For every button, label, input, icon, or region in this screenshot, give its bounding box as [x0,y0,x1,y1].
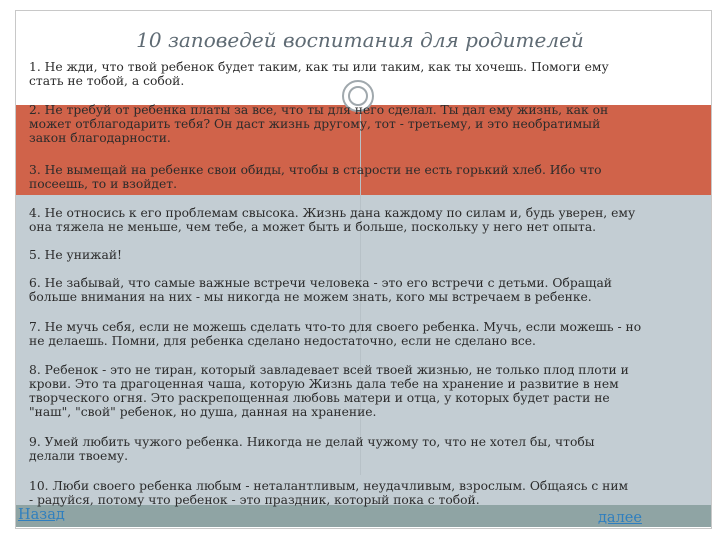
list-item: 4. Не относись к его проблемам свысока. Жизнь дана каждому по силам и, будь уверен, ему она тяжела не меньше, чем тебе, а может быть и больше, поскольку у него нет опыта. [29,206,636,234]
list-item: 2. Не требуй от ребенка платы за все, что ты для него сделал. Ты дал ему жизнь, как он может отблагодарить тебя? Он даст жизнь другому, тот - третьему, и это необратимый закон благодарности. [29,103,609,145]
list-item: 10. Люби своего ребенка любым - неталантливым, неудачливым, взрослым. Общаясь с ним - радуйся, потому что ребенок - это праздник, который пока с тобой. [29,479,629,507]
list-item: 8. Ребенок - это не тиран, который завладевает всей твоей жизнью, не только плод плоти и крови. Это та драгоценная чаша, которую Жизнь дала тебе на хранение и развитие в нем творческого огня. Это раскрепощенная любовь матери и отца, у которых будет расти не "наш", "свой" ребенок, но душа, данная на хранение. [29,363,629,419]
list-item: 3. Не вымещай на ребенке свои обиды, чтобы в старости не есть горький хлеб. Ибо что посеешь, то и взойдет. [29,163,602,191]
list-item: 7. Не мучь себя, если не можешь сделать что-то для своего ребенка. Мучь, если можешь - но не делаешь. Помни, для ребенка сделано недостаточно, если не сделано все. [29,320,642,348]
list-item: 9. Умей любить чужого ребенка. Никогда не делай чужому то, что не хотел бы, чтобы делали твоему. [29,435,595,463]
list-item: 5. Не унижай! [29,248,122,262]
back-link[interactable]: Назад [18,507,65,523]
slide-title: 10 заповедей воспитания для родителей [136,28,584,52]
list-item: 6. Не забывай, что самые важные встречи человека - это его встречи с детьми. Обращай больше внимания на них - мы никогда не можем знать, кого мы встречаем в ребенке. [29,276,612,304]
list-item: 1. Не жди, что твой ребенок будет таким, как ты или таким, как ты хочешь. Помоги ему стать не тобой, а собой. [29,60,609,88]
next-link[interactable]: далее [598,510,642,526]
